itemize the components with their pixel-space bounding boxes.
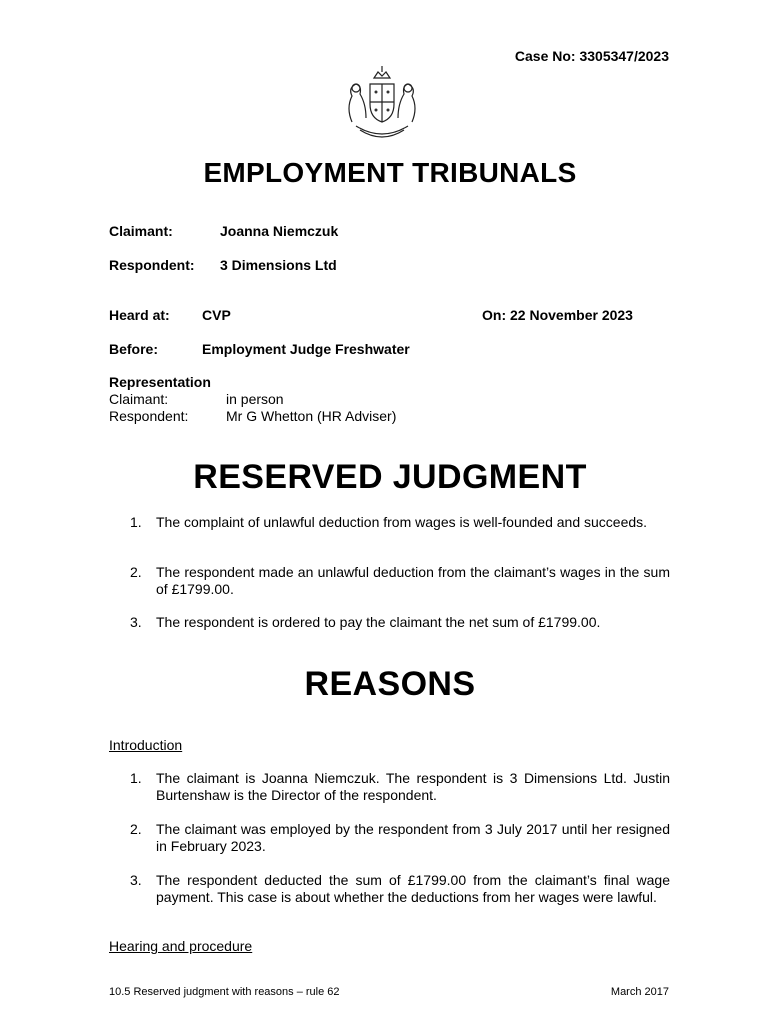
list-item-number: 2.	[130, 564, 142, 580]
list-item	[130, 770, 670, 804]
list-item	[130, 872, 670, 906]
before-label: Before:	[109, 341, 159, 357]
claimant-name: Joanna Niemczuk	[220, 223, 339, 239]
representation-value: in person	[226, 391, 284, 407]
heard-at-value: CVP	[202, 307, 231, 323]
reasons-heading: REASONS	[304, 665, 476, 703]
judgment-heading: RESERVED JUDGMENT	[193, 458, 587, 496]
list-item	[130, 614, 670, 631]
representation-heading: Representation	[109, 374, 211, 390]
list-item-text: The respondent made an unlawful deduction from the claimant’s wages in the sum of £1799.00.	[156, 564, 670, 597]
representation-row	[109, 391, 396, 408]
representation-label: Respondent:	[109, 408, 189, 424]
list-item-number: 2.	[130, 821, 142, 837]
judgment-list	[130, 514, 670, 531]
reasons-list	[130, 821, 670, 855]
royal-coat-of-arms-icon	[330, 64, 434, 144]
list-item-text: The complaint of unlawful deduction from wages is well-founded and succeeds.	[156, 514, 648, 530]
respondent-name: 3 Dimensions Ltd	[220, 257, 337, 273]
list-item-number: 3.	[130, 872, 142, 888]
list-item-text: The respondent deducted the sum of £1799.00 from the claimant’s final wage payment. This case is about whether the deductions from her wages were lawful.	[156, 872, 670, 905]
representation-row	[109, 408, 396, 425]
representation-block	[109, 374, 396, 425]
footer-left: 10.5 Reserved judgment with reasons – rule 62	[109, 986, 340, 998]
hearing-date-label: On:	[482, 307, 507, 323]
representation-label: Claimant:	[109, 391, 169, 407]
list-item-text: The claimant is Joanna Niemczuk. The respondent is 3 Dimensions Ltd. Justin Burtenshaw is the Director of the respondent.	[156, 770, 670, 803]
introduction-heading: Introduction	[109, 737, 183, 753]
list-item	[130, 564, 670, 598]
reasons-list	[130, 872, 670, 906]
list-item	[130, 821, 670, 855]
list-item	[130, 514, 670, 531]
case-number: Case No: 3305347/2023	[514, 48, 669, 64]
heard-at-label: Heard at:	[109, 307, 170, 323]
list-item-number: 1.	[130, 514, 142, 530]
list-item-number: 3.	[130, 614, 142, 630]
hearing-procedure-heading: Hearing and procedure	[109, 938, 253, 954]
judgment-list	[130, 564, 670, 598]
document-title: EMPLOYMENT TRIBUNALS	[203, 157, 577, 188]
reasons-list	[130, 770, 670, 804]
respondent-label: Respondent:	[109, 257, 195, 273]
list-item-number: 1.	[130, 770, 142, 786]
hearing-date-value: 22 November 2023	[510, 307, 633, 323]
hearing-date	[482, 307, 633, 323]
judge-name: Employment Judge Freshwater	[202, 341, 410, 357]
list-item-text: The respondent is ordered to pay the claimant the net sum of £1799.00.	[156, 614, 601, 630]
footer-right: March 2017	[610, 986, 669, 998]
claimant-label: Claimant:	[109, 223, 173, 239]
list-item-text: The claimant was employed by the respondent from 3 July 2017 until her resigned in February 2023.	[156, 821, 670, 854]
judgment-list	[130, 614, 670, 631]
representation-value: Mr G Whetton (HR Adviser)	[226, 408, 397, 424]
